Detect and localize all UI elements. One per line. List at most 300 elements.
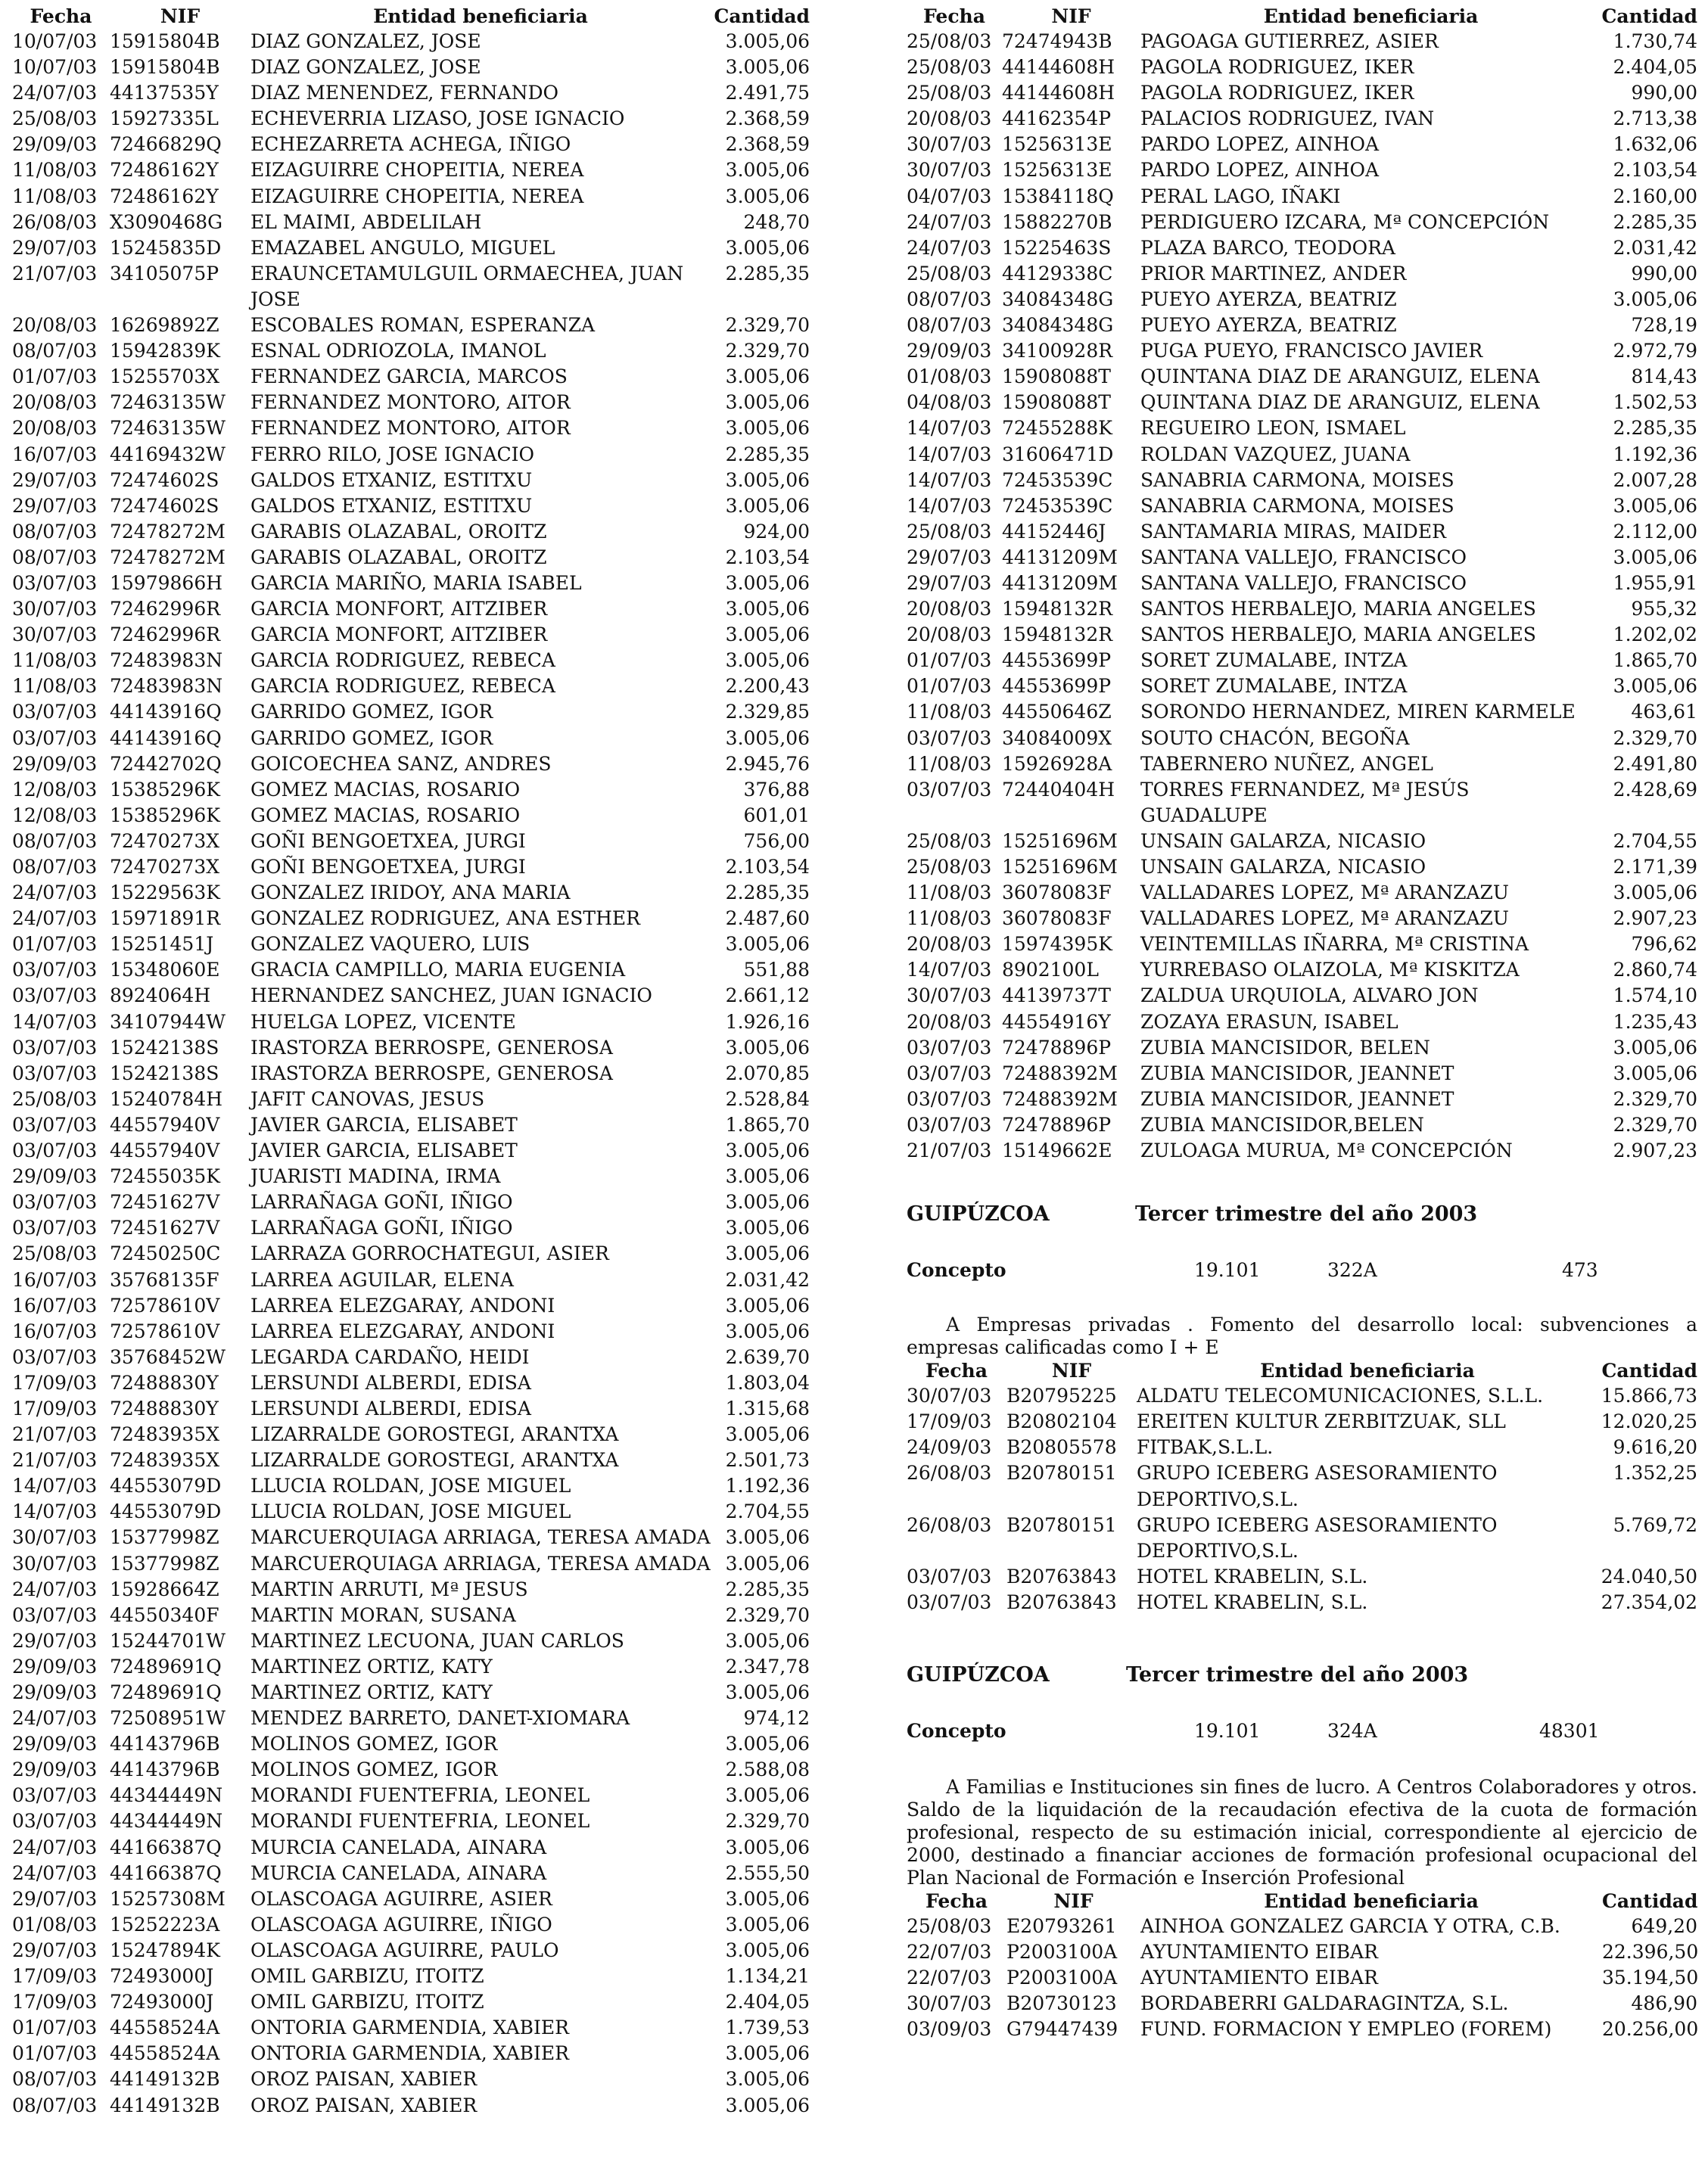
cantidad-cell: 3.005,06 [725, 1913, 810, 1936]
nif-cell: 44149132B [110, 2094, 220, 2116]
cantidad-cell: 3.005,06 [725, 1217, 810, 1239]
entidad-cell: HERNANDEZ SANCHEZ, JUAN IGNACIO [250, 984, 652, 1007]
header-entidad: Entidad beneficiaria [373, 5, 588, 27]
nif-cell: B20763843 [1006, 1591, 1117, 1613]
header-fecha: Fecha [923, 5, 985, 27]
fecha-cell: 03/07/03 [12, 1217, 98, 1239]
entidad-cell: MORANDI FUENTEFRIA, LEONEL [250, 1810, 590, 1833]
cantidad-cell: 3.005,06 [725, 30, 810, 52]
cantidad-cell: 2.007,28 [1613, 468, 1697, 491]
table-row [12, 957, 810, 983]
cantidad-cell: 3.005,06 [725, 933, 810, 956]
table-row [907, 622, 1697, 648]
cantidad-cell: 2.491,80 [1613, 752, 1697, 775]
entidad-cell: ONTORIA GARMENDIA, XABIER [250, 2042, 569, 2065]
entidad-cell: PUGA PUEYO, FRANCISCO JAVIER [1140, 340, 1483, 362]
cantidad-cell: 1.235,43 [1613, 1010, 1697, 1033]
table-row [907, 1112, 1697, 1138]
entidad-cell: MARTINEZ ORTIZ, KATY [250, 1681, 493, 1703]
entidad-cell: PRIOR MARTINEZ, ANDER [1140, 262, 1407, 285]
fecha-cell: 03/07/03 [12, 1062, 98, 1084]
cantidad-cell: 3.005,06 [1613, 494, 1697, 517]
table-header [907, 5, 1697, 29]
entidad-cell: PUEYO AYERZA, BEATRIZ [1140, 314, 1397, 337]
table-row [12, 1138, 810, 1164]
concept-code-1: 19.101 [1194, 1719, 1261, 1742]
cantidad-cell: 924,00 [743, 520, 810, 543]
cantidad-cell: 1.632,06 [1613, 133, 1697, 156]
nif-cell: 15257308M [110, 1887, 226, 1910]
nif-cell: 15247894K [110, 1939, 220, 1961]
table-row [907, 648, 1697, 673]
cantidad-cell: 2.329,85 [725, 701, 810, 723]
cantidad-cell: 2.368,59 [725, 107, 810, 130]
entidad-cell: PERDIGUERO IZCARA, Mª CONCEPCIÓN [1140, 210, 1550, 233]
nif-cell: 8924064H [110, 984, 211, 1007]
fecha-cell: 03/07/03 [907, 1565, 992, 1587]
table-row [907, 1435, 1697, 1460]
table-row [12, 1886, 810, 1912]
nif-cell: 15229563K [110, 882, 220, 904]
entidad-cell: OMIL GARBIZU, ITOITZ [250, 1965, 484, 1988]
cantidad-cell: 3.005,06 [725, 726, 810, 749]
fecha-cell: 25/08/03 [12, 1242, 98, 1265]
entidad-cell: GOÑI BENGOETXEA, JURGI [250, 829, 526, 852]
table-row [907, 1409, 1697, 1435]
nif-cell: 72493000J [110, 1965, 214, 1988]
table-row [12, 1215, 810, 1241]
cantidad-cell: 3.005,06 [725, 1784, 810, 1807]
entidad-cell: GARRIDO GOMEZ, IGOR [250, 701, 493, 723]
section-322A [907, 1202, 1697, 1615]
table-row [12, 261, 810, 313]
entidad-cell: REGUEIRO LEON, ISMAEL [1140, 417, 1406, 440]
fecha-cell: 03/07/03 [12, 571, 98, 594]
concept-code-3: 473 [1562, 1259, 1598, 1282]
cantidad-cell: 2.285,35 [1613, 210, 1697, 233]
table-row [12, 571, 810, 596]
nif-cell: B20763843 [1006, 1565, 1117, 1587]
cantidad-cell: 2.103,54 [1613, 159, 1697, 182]
entidad-cell: LARRAÑAGA GOÑI, IÑIGO [250, 1217, 513, 1239]
cantidad-cell: 2.661,12 [725, 984, 810, 1007]
cantidad-cell: 3.005,06 [725, 1939, 810, 1961]
nif-cell: 72483983N [110, 649, 223, 672]
table-header [12, 5, 810, 29]
table-row [12, 1938, 810, 1964]
entidad-cell: PALACIOS RODRIGUEZ, IVAN [1140, 107, 1435, 130]
entidad-cell: UNSAIN GALARZA, NICASIO [1140, 856, 1426, 878]
table-row [12, 906, 810, 931]
entidad-cell: BORDABERRI GALDARAGINTZA, S.L. [1140, 1992, 1509, 2015]
nif-cell: 44143796B [110, 1733, 220, 1755]
fecha-cell: 11/08/03 [12, 675, 98, 698]
table-row [12, 1499, 810, 1525]
cantidad-cell: 2.031,42 [1613, 236, 1697, 259]
entidad-cell: ZUBIA MANCISIDOR, BELEN [1140, 1036, 1430, 1059]
cantidad-cell: 601,01 [743, 804, 810, 826]
table-row [12, 1706, 810, 1731]
nif-cell: 34100928R [1002, 340, 1113, 362]
section-heading [907, 1202, 1697, 1227]
cantidad-cell: 1.730,74 [1613, 30, 1697, 52]
nif-cell: 72463135W [110, 417, 226, 440]
concept-description: A Empresas privadas . Fomento del desarrollo local: subvenciones a empresas calificadas como I + E [907, 1314, 1697, 1359]
nif-cell: 72474943B [1002, 30, 1112, 52]
entidad-cell: LARREA AGUILAR, ELENA [250, 1268, 514, 1291]
table-row [12, 1628, 810, 1654]
cantidad-cell: 3.005,06 [1613, 546, 1697, 568]
cantidad-cell: 2.907,23 [1613, 1140, 1697, 1162]
cantidad-cell: 486,90 [1631, 1992, 1697, 2015]
table-row [12, 235, 810, 261]
fecha-cell: 03/07/03 [12, 959, 98, 981]
entidad-cell: FERNANDEZ MONTORO, AITOR [250, 417, 571, 440]
entidad-cell: SANTANA VALLEJO, FRANCISCO [1140, 571, 1467, 594]
nif-cell: 72488392M [1002, 1087, 1118, 1110]
fecha-cell: 08/07/03 [12, 520, 98, 543]
nif-cell: 44553079D [110, 1500, 222, 1523]
table-row [907, 699, 1697, 725]
table-row [907, 1460, 1697, 1512]
entidad-cell: FUND. FORMACION Y EMPLEO (FOREM) [1140, 2018, 1552, 2041]
entidad-cell: SORET ZUMALABE, INTZA [1140, 675, 1408, 698]
entidad-cell: MENDEZ BARRETO, DANET-XIOMARA [250, 1707, 630, 1730]
entidad-cell: HOTEL KRABELIN, S.L. [1137, 1565, 1368, 1587]
cantidad-cell: 27.354,02 [1601, 1591, 1697, 1613]
fecha-cell: 25/08/03 [907, 30, 992, 52]
fecha-cell: 01/07/03 [907, 675, 992, 698]
table-row [12, 596, 810, 622]
fecha-cell: 01/07/03 [907, 649, 992, 672]
nif-cell: 44553699P [1002, 675, 1112, 698]
fecha-cell: 20/08/03 [12, 417, 98, 440]
nif-cell: 44169432W [110, 443, 226, 465]
fecha-cell: 03/07/03 [12, 1345, 98, 1368]
cantidad-cell: 3.005,06 [725, 2042, 810, 2065]
table-row [12, 648, 810, 673]
cantidad-cell: 551,88 [743, 959, 810, 981]
cantidad-cell: 3.005,06 [1613, 882, 1697, 904]
fecha-cell: 20/08/03 [907, 1010, 992, 1033]
entidad-cell: YURREBASO OLAIZOLA, Mª KISKITZA [1140, 959, 1520, 981]
table-row [907, 571, 1697, 596]
fecha-cell: 24/07/03 [907, 210, 992, 233]
cantidad-cell: 3.005,06 [1613, 675, 1697, 698]
nif-cell: 44139737T [1002, 984, 1111, 1007]
entidad-cell: MARTINEZ ORTIZ, KATY [250, 1655, 493, 1678]
table-row [907, 390, 1697, 415]
table-row [907, 2017, 1697, 2042]
table-body [907, 29, 1697, 1164]
table-row [907, 29, 1697, 54]
entidad-cell: OLASCOAGA AGUIRRE, IÑIGO [250, 1913, 552, 1936]
table-row [907, 957, 1697, 983]
header-fecha: Fecha [30, 5, 92, 27]
table-row [12, 751, 810, 777]
table-row [907, 1564, 1697, 1590]
nif-cell: B20802104 [1006, 1410, 1117, 1433]
table-row [907, 313, 1697, 338]
entidad-cell: SANTANA VALLEJO, FRANCISCO [1140, 546, 1467, 568]
table-row [12, 1525, 810, 1550]
entidad-cell: FERNANDEZ MONTORO, AITOR [250, 391, 571, 414]
table-row [907, 1383, 1697, 1409]
fecha-cell: 29/09/03 [12, 133, 98, 156]
concept-label: Concepto [907, 1719, 1006, 1742]
nif-cell: 15385296K [110, 804, 220, 826]
fecha-cell: 25/08/03 [907, 262, 992, 285]
fecha-cell: 08/07/03 [12, 829, 98, 852]
nif-cell: 15948132R [1002, 598, 1113, 620]
nif-cell: 15377998Z [110, 1552, 219, 1575]
fecha-cell: 12/08/03 [12, 778, 98, 801]
header-cantidad: Cantidad [714, 5, 810, 27]
nif-cell: 72578610V [110, 1320, 220, 1342]
beneficiaries-table-322A [907, 1359, 1697, 1615]
table-row [907, 777, 1697, 829]
table-row [12, 622, 810, 648]
table-row [12, 1757, 810, 1783]
nif-cell: 44143916Q [110, 701, 222, 723]
table-row [907, 1009, 1697, 1035]
nif-cell: 34084348G [1002, 288, 1114, 310]
nif-cell: 72451627V [110, 1217, 220, 1239]
entidad-cell: GONZALEZ RODRIGUEZ, ANA ESTHER [250, 907, 640, 930]
table-row [907, 1061, 1697, 1087]
cantidad-cell: 649,20 [1631, 1914, 1697, 1937]
beneficiaries-table-324A [907, 1889, 1697, 2042]
table-row [907, 287, 1697, 313]
fecha-cell: 11/08/03 [12, 159, 98, 182]
fecha-cell: 14/07/03 [12, 1475, 98, 1497]
fecha-cell: 08/07/03 [12, 2094, 98, 2116]
table-row [12, 1551, 810, 1577]
entidad-cell: PAGOAGA GUTIERREZ, ASIER [1140, 30, 1439, 52]
concept-code-2: 324A [1327, 1719, 1377, 1742]
entidad-cell: LARRAÑAGA GOÑI, IÑIGO [250, 1191, 513, 1214]
fecha-cell: 01/07/03 [12, 365, 98, 388]
section-provincia: GUIPÚZCOA [907, 1662, 1050, 1687]
entidad-cell: ZUBIA MANCISIDOR, JEANNET [1140, 1062, 1454, 1084]
cantidad-cell: 3.005,06 [725, 56, 810, 79]
nif-cell: 44557940V [110, 1140, 220, 1162]
entidad-cell: GOICOECHEA SANZ, ANDRES [250, 752, 552, 775]
table-row [907, 726, 1697, 751]
entidad-cell: GARRIDO GOMEZ, IGOR [250, 726, 493, 749]
nif-cell: 15256313E [1002, 133, 1112, 156]
entidad-cell: ZULOAGA MURUA, Mª CONCEPCIÓN [1140, 1140, 1513, 1162]
fecha-cell: 17/09/03 [907, 1410, 992, 1433]
nif-cell: B20730123 [1006, 1992, 1117, 2015]
section-periodo: Tercer trimestre del año 2003 [1135, 1202, 1478, 1227]
fecha-cell: 03/07/03 [12, 1810, 98, 1833]
nif-cell: 15908088T [1002, 365, 1111, 388]
nif-cell: 72489691Q [110, 1655, 222, 1678]
fecha-cell: 14/07/03 [907, 494, 992, 517]
table-row [907, 184, 1697, 210]
header-nif: NIF [1051, 5, 1091, 27]
cantidad-cell: 2.639,70 [725, 1345, 810, 1368]
fecha-cell: 30/07/03 [12, 598, 98, 620]
nif-cell: 44553699P [1002, 649, 1112, 672]
nif-cell: 15240784H [110, 1087, 223, 1110]
entidad-cell: LIZARRALDE GOROSTEGI, ARANTXA [250, 1449, 619, 1472]
header-entidad: Entidad beneficiaria [1260, 1360, 1475, 1382]
cantidad-cell: 3.005,06 [725, 623, 810, 646]
table-row [12, 2093, 810, 2119]
nif-cell: 36078083F [1002, 882, 1112, 904]
nif-cell: P2003100A [1006, 1967, 1118, 1989]
table-body [907, 1914, 1697, 2042]
cantidad-cell: 2.200,43 [725, 675, 810, 698]
nif-cell: 72489691Q [110, 1681, 222, 1703]
nif-cell: 44166387Q [110, 1836, 222, 1858]
cantidad-cell: 1.352,25 [1613, 1462, 1697, 1485]
table-row [12, 1422, 810, 1448]
header-nif: NIF [1053, 1889, 1094, 1912]
nif-cell: B20795225 [1006, 1385, 1117, 1407]
table-row [12, 2066, 810, 2092]
entidad-cell: HOTEL KRABELIN, S.L. [1137, 1591, 1368, 1613]
right-column [907, 5, 1697, 2042]
nif-cell: 72451627V [110, 1191, 220, 1214]
table-row [12, 493, 810, 519]
entidad-cell: LERSUNDI ALBERDI, EDISA [250, 1371, 531, 1394]
table-row [907, 261, 1697, 287]
nif-cell: 44558524A [110, 2042, 220, 2065]
fecha-cell: 30/07/03 [907, 1385, 992, 1407]
nif-cell: 44131209M [1002, 571, 1118, 594]
fecha-cell: 26/08/03 [907, 1513, 992, 1536]
table-row [12, 1035, 810, 1061]
cantidad-cell: 20.256,00 [1602, 2018, 1699, 2041]
table-row [12, 1112, 810, 1138]
fecha-cell: 03/09/03 [907, 2018, 992, 2041]
nif-cell: 72483935X [110, 1423, 220, 1446]
table-row [12, 1783, 810, 1808]
entidad-cell: GRACIA CAMPILLO, MARIA EUGENIA [250, 959, 626, 981]
cantidad-cell: 3.005,06 [725, 1191, 810, 1214]
nif-cell: 44344449N [110, 1810, 223, 1833]
entidad-cell: SORET ZUMALABE, INTZA [1140, 649, 1408, 672]
table-row [907, 106, 1697, 132]
table-row [12, 157, 810, 183]
fecha-cell: 04/08/03 [907, 391, 992, 414]
cantidad-cell: 3.005,06 [725, 649, 810, 672]
fecha-cell: 08/07/03 [12, 2068, 98, 2091]
nif-cell: 72453539C [1002, 494, 1113, 517]
nif-cell: G79447439 [1006, 2018, 1118, 2041]
fecha-cell: 03/07/03 [12, 726, 98, 749]
beneficiaries-table-left [12, 5, 810, 2119]
nif-cell: 35768135F [110, 1268, 219, 1291]
cantidad-cell: 3.005,06 [725, 1294, 810, 1317]
entidad-cell: SOUTO CHACÓN, BEGOÑA [1140, 726, 1410, 749]
fecha-cell: 14/07/03 [907, 417, 992, 440]
nif-cell: 15251451J [110, 933, 214, 956]
entidad-cell: GARCIA MONFORT, AITZIBER [250, 623, 548, 646]
table-row [907, 442, 1697, 468]
nif-cell: 44144608H [1002, 56, 1115, 79]
fecha-cell: 11/08/03 [12, 649, 98, 672]
nif-cell: 15927335L [110, 107, 219, 130]
fecha-cell: 21/07/03 [12, 1449, 98, 1472]
cantidad-cell: 3.005,06 [725, 494, 810, 517]
nif-cell: 15242138S [110, 1062, 219, 1084]
fecha-cell: 01/07/03 [12, 2017, 98, 2039]
beneficiaries-table-right [907, 5, 1697, 1164]
table-row [907, 1939, 1697, 1965]
entidad-cell: QUINTANA DIAZ DE ARANGUIZ, ELENA [1140, 365, 1540, 388]
fecha-cell: 14/07/03 [907, 468, 992, 491]
entidad-cell: PARDO LOPEZ, AINHOA [1140, 159, 1380, 182]
entidad-cell: ZUBIA MANCISIDOR, JEANNET [1140, 1087, 1454, 1110]
cantidad-cell: 990,00 [1631, 82, 1697, 104]
nif-cell: 72463135W [110, 391, 226, 414]
fecha-cell: 29/07/03 [12, 1939, 98, 1961]
cantidad-cell: 2.487,60 [725, 907, 810, 930]
nif-cell: 72486162Y [110, 159, 219, 182]
cantidad-cell: 2.160,00 [1613, 185, 1697, 207]
cantidad-cell: 756,00 [743, 829, 810, 852]
cantidad-cell: 2.285,35 [725, 1578, 810, 1600]
entidad-cell: SANABRIA CARMONA, MOISES [1140, 494, 1454, 517]
table-row [12, 1009, 810, 1035]
left-column [12, 5, 810, 2119]
fecha-cell: 01/07/03 [12, 933, 98, 956]
cantidad-cell: 3.005,06 [725, 1733, 810, 1755]
entidad-cell: GARCIA RODRIGUEZ, REBECA [250, 675, 555, 698]
table-row [12, 880, 810, 906]
nif-cell: 15948132R [1002, 623, 1113, 646]
nif-cell: 35768452W [110, 1345, 226, 1368]
fecha-cell: 24/07/03 [12, 882, 98, 904]
nif-cell: 15149662E [1002, 1140, 1112, 1162]
nif-cell: 15225463S [1002, 236, 1112, 259]
fecha-cell: 14/07/03 [12, 1010, 98, 1033]
entidad-cell: GOMEZ MACIAS, ROSARIO [250, 778, 521, 801]
fecha-cell: 29/07/03 [12, 468, 98, 491]
table-row [12, 468, 810, 493]
nif-cell: 72462996R [110, 623, 221, 646]
section-periodo: Tercer trimestre del año 2003 [1126, 1662, 1469, 1687]
cantidad-cell: 5.769,72 [1613, 1513, 1697, 1536]
nif-cell: 15256313E [1002, 159, 1112, 182]
table-row [12, 854, 810, 880]
nif-cell: P2003100A [1006, 1941, 1118, 1964]
nif-cell: 44554916Y [1002, 1010, 1111, 1033]
nif-cell: 44550340F [110, 1603, 219, 1626]
entidad-cell: OROZ PAISAN, XABIER [250, 2094, 478, 2116]
nif-cell: 15242138S [110, 1036, 219, 1059]
concept-description: A Familias e Instituciones sin fines de lucro. A Centros Colaboradores y otros. Saldo de la liquidación de la recaudación efectiva de la cuota de formación profesional, respecto de su estimación inicial, correspondiente al ejercicio de 2000, destinado a financiar acciones de formación profesional ocupacional del Plan Nacional de Formación e Inserción Profesional [907, 1775, 1697, 1889]
fecha-cell: 29/09/03 [12, 1733, 98, 1755]
nif-cell: 15979866H [110, 571, 223, 594]
nif-cell: 34084348G [1002, 314, 1114, 337]
cantidad-cell: 2.368,59 [725, 133, 810, 156]
fecha-cell: 20/08/03 [907, 598, 992, 620]
cantidad-cell: 1.955,91 [1613, 571, 1697, 594]
fecha-cell: 03/07/03 [907, 1062, 992, 1084]
fecha-cell: 20/08/03 [907, 107, 992, 130]
fecha-cell: 24/07/03 [12, 1861, 98, 1884]
table-row [907, 880, 1697, 906]
nif-cell: 44137535Y [110, 82, 219, 104]
fecha-cell: 24/07/03 [12, 1836, 98, 1858]
table-row [12, 1370, 810, 1396]
nif-cell: 72474602S [110, 494, 219, 517]
